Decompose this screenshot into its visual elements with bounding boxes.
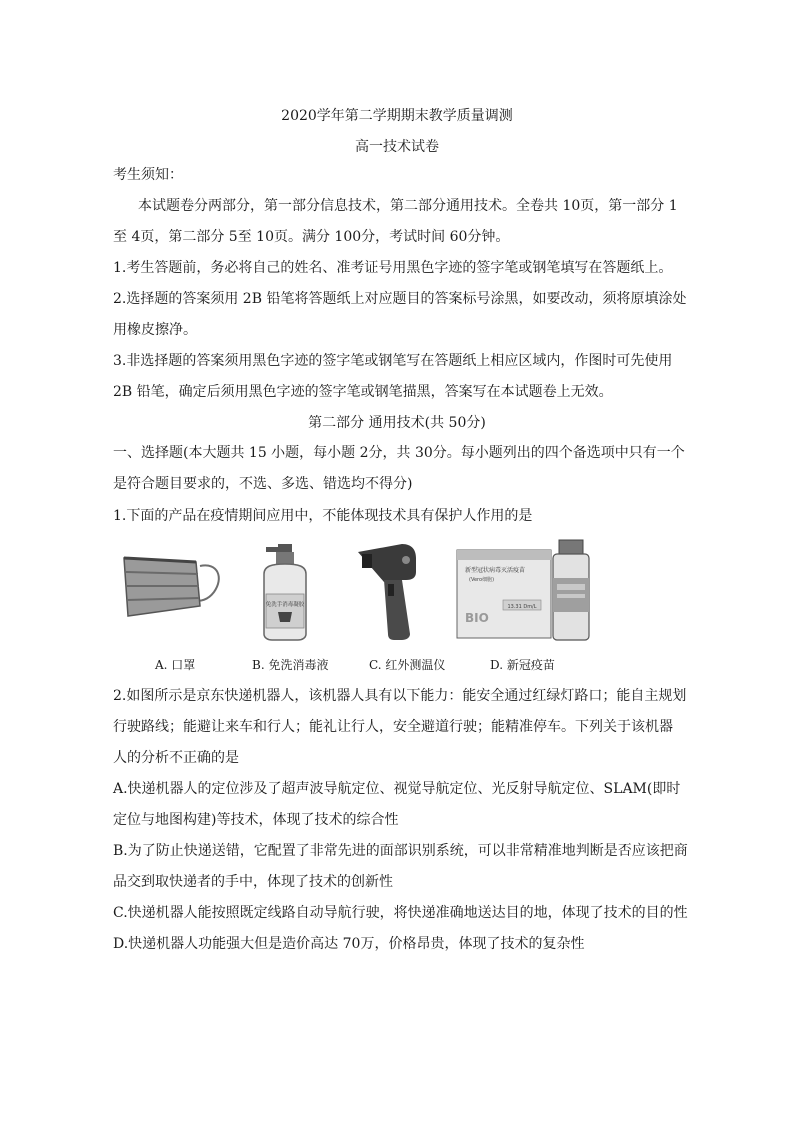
notice-item-3-line1: 3.非选择题的答案须用黑色字迹的签字笔或钢笔写在答题纸上相应区域内，作图时可先使用	[113, 353, 673, 369]
vaccine-dose-text: 13.31 Dm/L	[507, 604, 537, 610]
question-2-option-a-line1: A.快递机器人的定位涉及了超声波导航定位、视觉导航定位、光反射导航定位、SLAM(即时	[113, 781, 681, 797]
vaccine-brand-text: BIO	[465, 611, 489, 625]
question-2-stem-line2: 行驶路线；能避让来车和行人；能礼让行人，安全避道行驶；能精准停车。下列关于该机器	[113, 719, 673, 735]
notice-item-1: 1.考生答题前，务必将自己的姓名、准考证号用黑色字迹的签字笔或钢笔填写在答题纸上。	[113, 260, 673, 276]
question-2-option-a-line2: 定位与地图构建)等技术，体现了技术的综合性	[113, 812, 399, 828]
exam-subtitle: 高一技术试卷	[355, 139, 439, 155]
question-2-option-b-line2: 品交到取快递者的手中，体现了技术的创新性	[113, 874, 393, 890]
question-2-option-b-line1: B.为了防止快递送错，它配置了非常先进的面部识别系统，可以非常精准地判断是否应该把商	[113, 843, 688, 859]
infrared-thermometer-icon	[354, 540, 420, 642]
part2-heading: 第二部分 通用技术(共 50分)	[308, 415, 486, 431]
question-2-option-c: C.快递机器人能按照既定线路自动导航行驶，将快递准确地送达目的地，体现了技术的目的性	[113, 905, 688, 921]
exam-title: 2020学年第二学期期末教学质量调测	[281, 108, 513, 124]
notice-item-2-line2: 用橡皮擦净。	[113, 322, 197, 338]
notice-item-3-line2: 2B 铅笔，确定后须用黑色字迹的签字笔或钢笔描黑，答案写在本试题卷上无效。	[113, 384, 613, 400]
vaccine-box-title-text: 新型冠状病毒灭活疫苗	[465, 567, 526, 574]
question-2-stem-line1: 2.如图所示是京东快递机器人，该机器人具有以下能力：能安全通过红绿灯路口；能自主规划	[113, 688, 687, 704]
hand-sanitizer-icon	[252, 542, 316, 642]
vaccine-box-subtitle-text: (Vero细胞)	[469, 577, 495, 583]
notice-paragraph-line1: 本试题卷分两部分，第一部分信息技术，第二部分通用技术。全卷共 10页，第一部分 1	[138, 198, 678, 214]
face-mask-icon	[118, 548, 224, 628]
question-1-option-a: A. 口罩	[155, 658, 196, 672]
section1-instructions-line1: 一、选择题(本大题共 15 小题，每小题 2分，共 30分。每小题列出的四个备选项中只有一个	[113, 445, 685, 461]
question-1-option-d: D. 新冠疫苗	[490, 658, 555, 672]
question-1-option-c: C. 红外测温仪	[369, 658, 446, 672]
section1-instructions-line2: 是符合题目要求的，不选、多选、错选均不得分)	[113, 476, 413, 492]
vaccine-icon	[455, 538, 595, 642]
question-1-option-b: B. 免洗消毒液	[252, 658, 329, 672]
notice-paragraph-line2: 至 4页，第二部分 5至 10页。满分 100分，考试时间 60分钟。	[113, 229, 510, 245]
notice-heading: 考生须知：	[113, 167, 183, 183]
question-2-stem-line3: 人的分析不正确的是	[113, 750, 239, 766]
question-1-stem: 1.下面的产品在疫情期间应用中，不能体现技术具有保护人作用的是	[113, 508, 533, 524]
notice-item-2-line1: 2.选择题的答案须用 2B 铅笔将答题纸上对应题目的答案标号涂黑，如要改动，须将原填涂处	[113, 291, 687, 307]
question-2-option-d: D.快递机器人功能强大但是造价高达 70万，价格昂贵，体现了技术的复杂性	[113, 936, 585, 952]
sanitizer-label-text: 免洗手消毒凝胶	[265, 602, 305, 608]
